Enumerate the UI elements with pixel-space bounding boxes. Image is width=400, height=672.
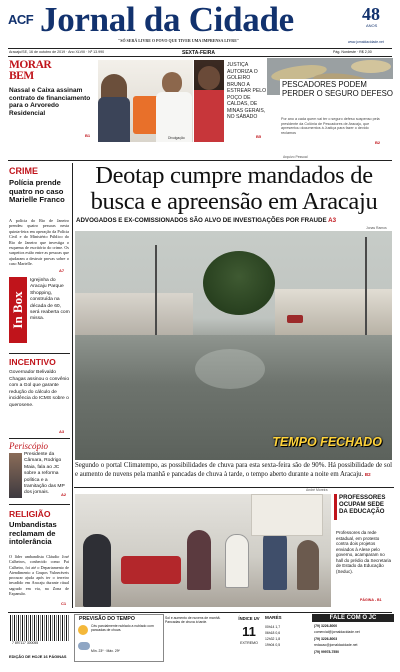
protest-headline: PROFESSORES OCUPAM SEDE DA EDUCAÇÃO — [339, 494, 386, 515]
acf-logo: ACF — [8, 12, 34, 27]
main-photo-credit: Jonas Ramos — [366, 226, 387, 230]
main-photo-caption — [75, 462, 392, 479]
main-headline[interactable]: Deotap cumpre mandados de busca e apreensão em Aracaju — [90, 162, 378, 215]
top-section-rule — [8, 160, 392, 161]
tempo-fechado-overlay: TEMPO FECHADO — [272, 435, 382, 449]
uv-box — [236, 614, 262, 660]
fish-3 — [351, 60, 391, 73]
contact-email-1[interactable]: comercial@jornaldacidade.net — [314, 630, 360, 634]
person-right-shirt — [156, 92, 192, 142]
morar-bem-photo-credit: Divulgação — [168, 136, 185, 140]
religiao-headline[interactable]: Umbandistas reclamam de intolerância — [9, 520, 57, 547]
red-chair — [121, 556, 181, 584]
rain-icon — [78, 642, 90, 650]
sidebar-divider — [72, 163, 73, 608]
website[interactable]: www.jornaldacidade.net — [348, 40, 384, 44]
weather-box — [74, 614, 164, 662]
contact-box — [312, 614, 394, 660]
incentivo-page: A3 — [59, 429, 65, 434]
morar-bem-page: B1 — [85, 133, 91, 138]
protest-red-accent — [334, 494, 337, 520]
sidebar — [9, 164, 70, 651]
bruno-head — [198, 66, 220, 90]
masthead-motto: "SÓ SERÁ LIVRE O POVO QUE TIVER UMA IMPRENSA LIVRE" — [118, 38, 240, 43]
footer-top-rule — [8, 612, 392, 613]
main-caption-page: B2 — [364, 471, 371, 477]
morar-bem-photo — [98, 60, 193, 142]
contact-phone-1[interactable]: (79) 3226-8000 — [314, 624, 338, 628]
periscopio-label: Periscópio — [9, 441, 48, 451]
weather-title: PREVISÃO DO TEMPO — [79, 616, 135, 622]
tree-canopy — [203, 251, 275, 315]
religiao-label: RELIGIÃO — [9, 509, 51, 519]
flooded-street-photo — [75, 231, 392, 460]
morar-bem-label: MORAR BEM — [9, 59, 52, 82]
religiao-page: C1 — [61, 601, 67, 606]
door-frame — [251, 494, 323, 536]
uv-level: EXTREMO — [240, 641, 258, 645]
tides-box — [263, 614, 310, 660]
barcode-number: 7 897117 300055 — [12, 641, 39, 645]
person-left-shirt — [98, 97, 130, 142]
pescadores-lead: Por ano a cada quem vai ter o seguro defeso suspenso pela presidente da Colônia de Pescadores de Aracaju, que apresentou documentos à Justiça para fazer o devido reclamos — [281, 117, 380, 135]
bruno-headline[interactable]: JUSTIÇA AUTORIZA O GOLEIRO BRUNO A ESTREAR PELO POÇO DE CALDAS, DE MINAS GERAIS, NO SÁBADO — [227, 62, 267, 120]
main-lower-rule — [74, 487, 394, 488]
weather-text: Céu parcialmente nublado a nublado com pancadas de chuva. — [91, 624, 154, 633]
morar-bem-block[interactable] — [9, 60, 99, 140]
main-subhead — [76, 217, 394, 224]
periscopio-photo — [9, 453, 22, 498]
newspaper-title: Jornal da Cidade — [40, 0, 294, 39]
uv-label: ÍNDICE UV — [238, 616, 260, 621]
inbox-body[interactable]: Igrejinha do Aracaju Parque Shopping, construída na década de 60, será reaberta com missa. — [30, 278, 70, 322]
crime-body: A polícia do Rio de Janeiro prendeu quatro pessoas nesta quinta-feira em operação da Polícia Civil e do Ministério Público do Rio de Janeiro que investiga o esquema de escritório do crime. Os suspeitos estão entre as pessoas que ajudaram a destruir provas sobre o caso Marielle. — [9, 218, 69, 267]
tide-row-2: 06h18 0,6 — [265, 631, 281, 635]
masthead — [0, 0, 400, 50]
religiao-body: O líder umbandista Cláudio José Calheiros, conhecido como Pai Calheiro, foi até o Departamento de Atendimento a Grupos Vulneráveis procurar ajuda após ter o terreiro invadido em Aracaju durante ritual sagrado em via, na Zona de Expansão. — [9, 554, 69, 597]
inbox-label: In Box — [10, 291, 25, 329]
houses-left — [75, 293, 193, 337]
periscopio-body[interactable]: Presidente da Câmara, Rodrigo Maia, fala ao JC sobre a reforma política e a tramitação das MP dos jornais. — [24, 452, 65, 496]
protest-photo — [75, 494, 331, 607]
utility-pole-left — [155, 245, 157, 337]
sidebar-rule-1 — [9, 353, 70, 354]
protest-page: PÁGINA - B1 — [360, 598, 382, 602]
water-reflection — [195, 349, 265, 389]
anniversary-label: ANOS — [366, 23, 378, 28]
person-right — [162, 72, 182, 94]
morar-bem-headline: Nassal e Caixa assinam contrato de financiamento para o Arvoredo Residencial — [9, 87, 91, 117]
contact-title: FALE COM O JC — [312, 614, 394, 622]
edition-info: Pág. Nordeste · R$ 2,00 — [333, 50, 372, 54]
protest-photo-credit: André Moreira — [306, 488, 328, 492]
contact-email-2[interactable]: redacao@jornaldacidade.net — [314, 643, 358, 647]
contact-whatsapp[interactable]: (79) 99978-7550 — [314, 650, 340, 654]
pescadores-photo-credit: Arquivo Pessoal — [283, 155, 308, 159]
contact-phone-2[interactable]: (79) 3226-8003 — [314, 637, 338, 641]
inbox-badge — [9, 277, 27, 343]
houses-right — [275, 289, 392, 337]
periscopio-page: A2 — [61, 492, 67, 497]
bruno-jersey — [194, 90, 224, 142]
incentivo-label: INCENTIVO — [9, 357, 56, 367]
sidebar-rule-3 — [9, 504, 70, 505]
main-subhead-page: A3 — [328, 217, 337, 224]
dateline: Aracaju/SE, 16 de outubro de 2019 · Ano XLVIII · Nº 13.990 — [9, 50, 105, 54]
crime-headline[interactable]: Polícia prende quatro no caso Marielle Franco — [9, 178, 65, 204]
sidebar-rule-2 — [9, 438, 70, 439]
weather-temps: Mín. 23º · Máx. 29º — [91, 649, 120, 653]
crime-page: A7 — [59, 268, 65, 273]
pescadores-headline[interactable]: PESCADORES PODEM PERDER O SEGURO DEFESO — [280, 79, 396, 98]
masthead-rule-bottom — [8, 56, 392, 57]
edition-pages: EDIÇÃO DE HOJE 16 PÁGINAS — [9, 654, 67, 659]
pescadores-page: B2 — [375, 140, 381, 145]
tide-row-4: 19h04 0,5 — [265, 643, 281, 647]
moon-text: Sol e aumento de nuvens de manhã. Pancadas de chuva à tarde. — [165, 616, 221, 625]
sun-cloud-icon — [78, 625, 88, 635]
protester-1 — [83, 534, 111, 607]
incentivo-body[interactable]: Governador Belivaldo Chagas assinou o convênio com a Gol que garante redução do cálculo de incidência do ICMS sobre o querosene. — [9, 370, 70, 408]
protester-3 — [225, 534, 249, 588]
crime-label: CRIME — [9, 166, 38, 176]
protest-box[interactable] — [334, 494, 394, 607]
protester-2 — [187, 530, 211, 590]
protester-5 — [297, 540, 319, 590]
protester-4 — [263, 528, 287, 590]
tide-row-3: 12h32 1,8 — [265, 637, 281, 641]
tide-row-1: 00h14 1,7 — [265, 625, 281, 629]
main-caption-text: Segundo o portal Climatempo, as possibilidades de chuva para esta sexta-feira são de 90%. Há possibilidade de sol e aumento de nuvens pela manhã e pancadas de chuva à tarde, o tempo aberto durante a noite em Aracaju. — [75, 462, 392, 478]
tides-title: MARÉS — [265, 615, 282, 620]
red-car — [287, 315, 303, 323]
uv-value: 11 — [242, 624, 256, 639]
bruno-page: B5 — [256, 134, 262, 139]
barcode — [10, 615, 70, 641]
anniversary-number: 48 — [362, 4, 380, 24]
main-subhead-text: ADVOGADOS E EX-COMISSIONADOS SÃO ALVO DE INVESTIGAÇÕES POR FRAUDE — [76, 217, 327, 224]
weekday: SEXTA-FEIRA — [182, 49, 215, 56]
protest-body: Professores da rede estadual, em protesto contra dois projetos enviados à Alese pelo governo, acamparam no hall do prédio da Secretaria de Estado da Educação (Seduc). — [336, 530, 392, 574]
utility-pole-right — [365, 237, 367, 337]
bruno-photo — [194, 60, 224, 142]
